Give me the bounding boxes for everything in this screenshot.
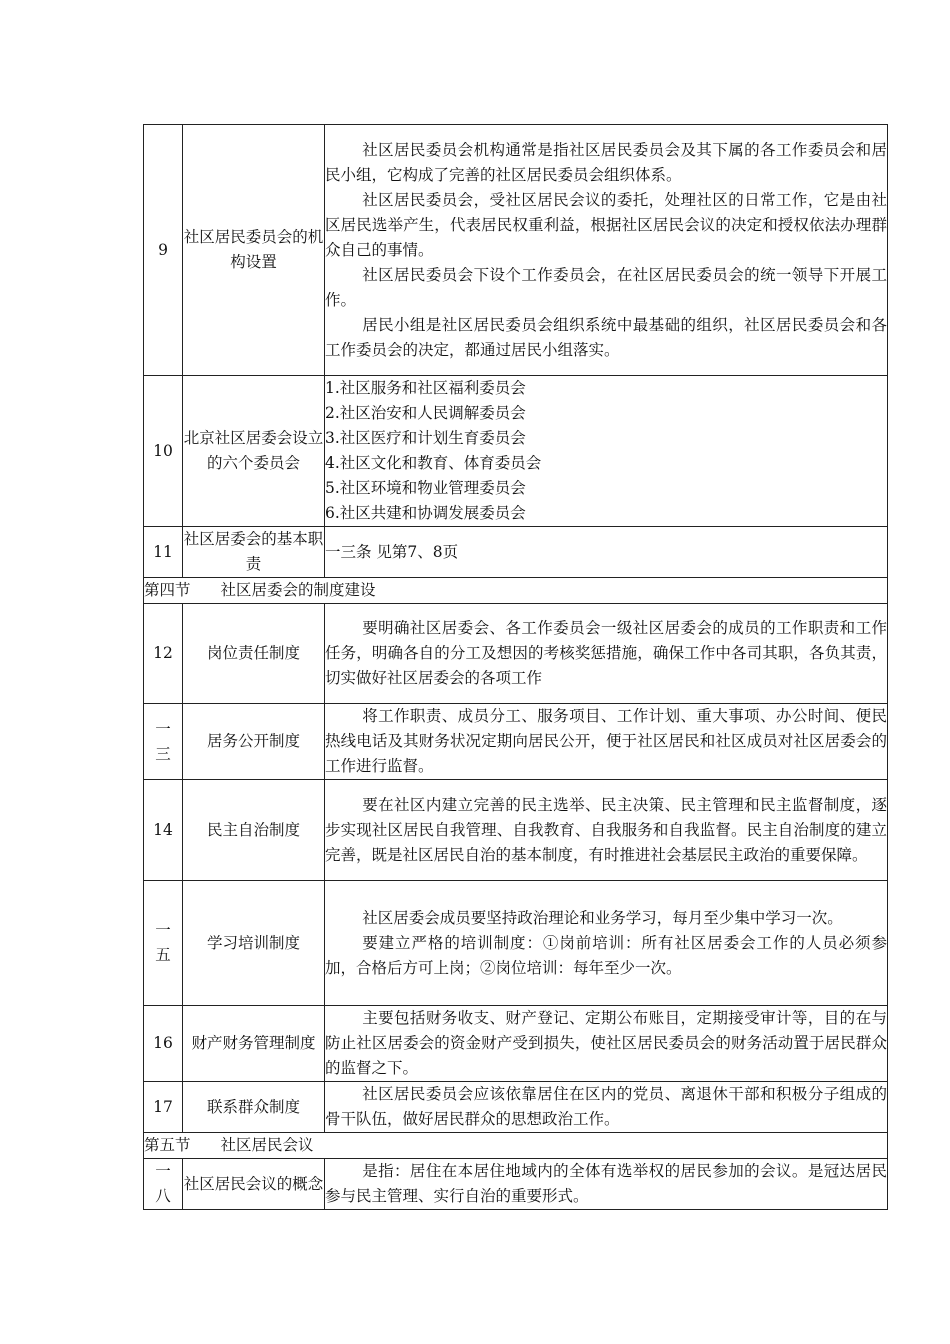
content-table	[143, 124, 888, 1210]
table-row	[144, 1006, 888, 1082]
section-label: 第五节	[144, 1136, 191, 1154]
section-header	[144, 578, 888, 604]
row-number: 14	[144, 780, 183, 881]
row-content	[325, 704, 888, 780]
row-number-part: 五	[155, 946, 171, 964]
paragraph: 一三条 见第7、8页	[325, 542, 459, 561]
row-title: 社区居委会的基本职责	[183, 527, 325, 578]
row-number	[144, 881, 183, 1006]
row-title: 社区居民委员会的机构设置	[183, 125, 325, 376]
row-content	[325, 881, 888, 1006]
row-content	[325, 376, 888, 527]
row-title: 社区居民会议的概念	[183, 1159, 325, 1210]
row-number: 9	[144, 125, 183, 376]
list-item: 3.社区医疗和计划生育委员会	[325, 429, 526, 447]
section-label: 第四节	[144, 581, 191, 599]
list-item: 6.社区共建和协调发展委员会	[325, 504, 526, 522]
table-row	[144, 881, 888, 1006]
section-title: 社区居委会的制度建设	[220, 581, 376, 599]
row-number-part: 一	[155, 921, 171, 939]
row-content	[325, 1082, 888, 1133]
row-number-part: 一	[155, 1162, 171, 1180]
paragraph: 将工作职责、成员分工、服务项目、工作计划、重大事项、办公时间、便民热线电话及其财务状况定期向居民公开，便于社区居民和社区成员对社区居委会的工作进行监督。	[325, 707, 887, 775]
paragraph: 主要包括财务收支、财产登记、定期公布账目，定期接受审计等，目的在与防止社区居委会的资金财产受到损失，使社区居民委员会的财务活动置于居民群众的监督之下。	[325, 1009, 887, 1077]
row-number: 11	[144, 527, 183, 578]
section-header	[144, 1133, 888, 1159]
list-item: 1.社区服务和社区福利委员会	[325, 379, 526, 397]
paragraph: 社区居民委员会应该依靠居住在区内的党员、离退休干部和积极分子组成的骨干队伍，做好居民群众的思想政治工作。	[325, 1085, 887, 1128]
row-number: 17	[144, 1082, 183, 1133]
paragraph: 社区居委会成员要坚持政治理论和业务学习，每月至少集中学习一次。	[362, 908, 843, 927]
table-row	[144, 125, 888, 376]
list-item: 5.社区环境和物业管理委员会	[325, 479, 526, 497]
row-title: 北京社区居委会设立的六个委员会	[183, 376, 325, 527]
row-number	[144, 704, 183, 780]
table-row	[144, 1159, 888, 1210]
row-number: 10	[144, 376, 183, 527]
row-content	[325, 1159, 888, 1210]
row-number: 16	[144, 1006, 183, 1082]
row-content	[325, 527, 888, 578]
row-number	[144, 1159, 183, 1210]
paragraph: 社区居民委员会机构通常是指社区居民委员会及其下属的各工作委员会和居民小组，它构成了完善的社区居民委员会组织体系。	[325, 141, 887, 184]
row-number: 12	[144, 604, 183, 704]
row-title: 财产财务管理制度	[183, 1006, 325, 1082]
list-item: 4.社区文化和教育、体育委员会	[325, 454, 542, 472]
list-item: 2.社区治安和人民调解委员会	[325, 404, 526, 422]
row-number-part: 八	[155, 1187, 171, 1205]
table-row	[144, 527, 888, 578]
row-content	[325, 1006, 888, 1082]
paragraph: 要在社区内建立完善的民主选举、民主决策、民主管理和民主监督制度，逐步实现社区居民自我管理、自我教育、自我服务和自我监督。民主自治制度的建立完善，既是社区居民自治的基本制度，有时推进社会基层民主政治的重要保障。	[325, 795, 887, 864]
table-row	[144, 780, 888, 881]
row-number-part: 一	[155, 719, 171, 738]
table-row	[144, 704, 888, 780]
section-title: 社区居民会议	[220, 1136, 314, 1154]
row-title: 岗位责任制度	[183, 604, 325, 704]
row-content	[325, 780, 888, 881]
table-row	[144, 1082, 888, 1133]
section-header-row	[144, 578, 888, 604]
row-number-part: 三	[155, 744, 171, 763]
paragraph: 要建立严格的培训制度：①岗前培训：所有社区居委会工作的人员必须参加，合格后方可上岗；②岗位培训：每年至少一次。	[325, 933, 887, 977]
paragraph: 社区居民委员会，受社区居民会议的委托，处理社区的日常工作，它是由社区居民选举产生，代表居民权重利益，根据社区居民会议的决定和授权依法办理群众自己的事情。	[325, 191, 887, 259]
row-content	[325, 604, 888, 704]
row-content	[325, 125, 888, 376]
paragraph: 是指：居住在本居住地域内的全体有选举权的居民参加的会议。是冠达居民参与民主管理、实行自治的重要形式。	[325, 1162, 887, 1205]
row-title: 居务公开制度	[183, 704, 325, 780]
row-title: 民主自治制度	[183, 780, 325, 881]
paragraph: 居民小组是社区居民委员会组织系统中最基础的组织，社区居民委员会和各工作委员会的决定，都通过居民小组落实。	[325, 316, 887, 359]
row-title: 学习培训制度	[183, 881, 325, 1006]
paragraph: 要明确社区居委会、各工作委员会一级社区居委会的成员的工作职责和工作任务，明确各自的分工及想因的考核奖惩措施，确保工作中各司其职，各负其责，切实做好社区居委会的各项工作	[325, 619, 887, 687]
section-header-row	[144, 1133, 888, 1159]
table-row	[144, 376, 888, 527]
row-title: 联系群众制度	[183, 1082, 325, 1133]
table-row	[144, 604, 888, 704]
paragraph: 社区居民委员会下设个工作委员会，在社区居民委员会的统一领导下开展工作。	[325, 266, 887, 309]
